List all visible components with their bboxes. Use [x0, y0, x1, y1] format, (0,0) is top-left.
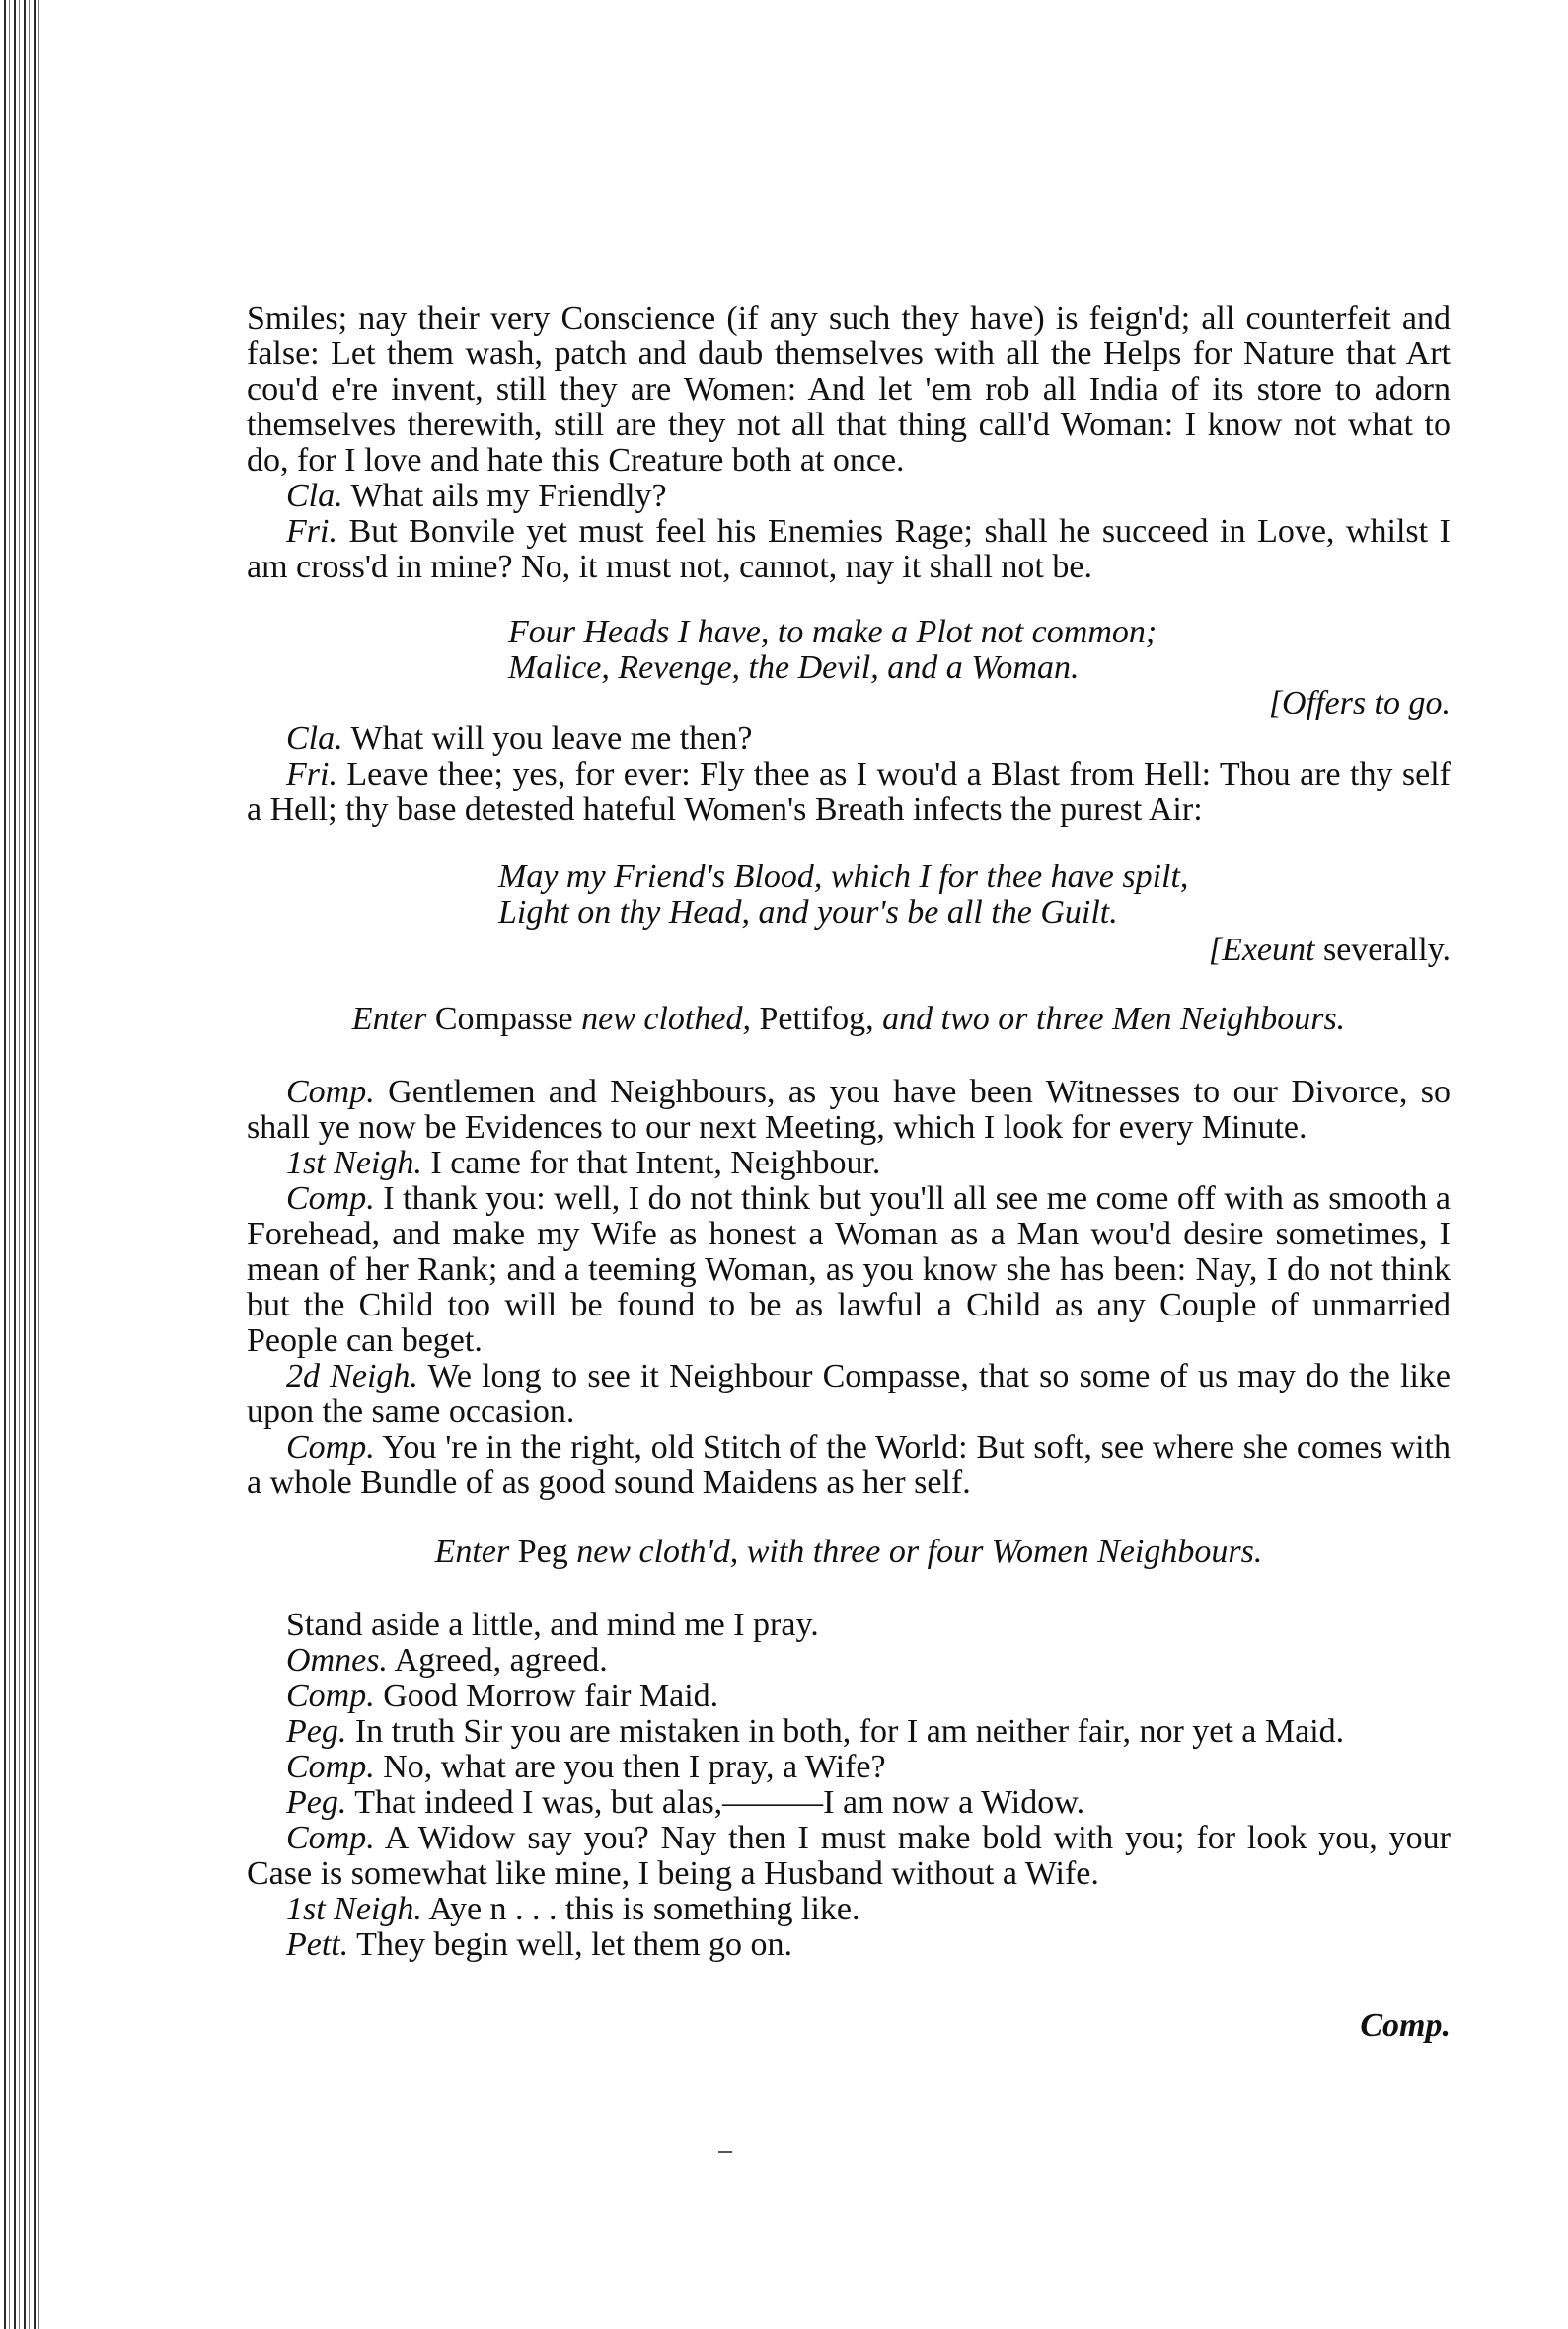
speech: Comp. No, what are you then I pray, a Wife? — [286, 1749, 886, 1785]
dialogue-section-1 — [247, 1075, 1451, 1501]
verse-couplet-2 — [247, 860, 1451, 931]
verse-couplet-1 — [247, 615, 1451, 686]
speech-text: What ails my Friendly? — [342, 478, 667, 514]
exeunt-text: severally. — [1314, 932, 1451, 968]
speech-cla — [247, 479, 1451, 514]
speaker-label: Fri. — [286, 756, 337, 792]
speech: 1st Neigh. I came for that Intent, Neighbour. — [286, 1145, 881, 1181]
speech: Peg. In truth Sir you are mistaken in both, for I am neither fair, nor yet a Maid. — [286, 1713, 1345, 1750]
speech: 2d Neigh. We long to see it Neighbour Compasse, that so some of us may do the like upon the same occasion. — [247, 1358, 1451, 1430]
dialogue-section-2 — [247, 1608, 1451, 1963]
speech-fri — [247, 514, 1451, 585]
verse-line: Light on thy Head, and your's be all the Guilt. — [498, 894, 1118, 931]
speech: Omnes. Agreed, agreed. — [286, 1642, 608, 1679]
catchword: Comp. — [1360, 2007, 1451, 2044]
speech: Comp. Gentlemen and Neighbours, as you have been Witnesses to our Divorce, so shall ye now be Evidences to our next Meeting, which I look for every Minute. — [247, 1074, 1451, 1146]
verse-line: Four Heads I have, to make a Plot not common; — [508, 614, 1157, 650]
speech-fri — [247, 757, 1451, 828]
speaker-label: Cla. — [286, 720, 343, 757]
stage-direction-exeunt — [247, 933, 1451, 968]
speech-cla — [247, 721, 1451, 757]
speech: Comp. Good Morrow fair Maid. — [286, 1678, 719, 1714]
speech: Comp. I thank you: well, I do not think but you'll all see me come off with as smooth a Forehead, and make my Wife as honest a Woman as a Man wou'd desire sometimes, I mean of her Rank; and a teeming Woman, as you know she has been: Nay, I do not think but the Child too will be found to be as lawful a Child as any Couple of unmarried People can beget. — [247, 1180, 1451, 1359]
speech: Pett. They begin well, let them go on. — [286, 1926, 793, 1963]
book-spine-edge — [0, 0, 39, 2329]
speaker-label: Fri. — [286, 513, 337, 550]
speaker-label: Cla. — [286, 478, 343, 514]
speech: Peg. That indeed I was, but alas,———I am now a Widow. — [286, 1784, 1085, 1821]
speech: 1st Neigh. Aye n . . . this is something like. — [286, 1891, 860, 1927]
verse-line: Malice, Revenge, the Devil, and a Woman. — [508, 649, 1080, 686]
stage-direction-offers: [Offers to go. — [1268, 685, 1451, 721]
speech: Comp. You 're in the right, old Stitch of the World: But soft, see where she comes with a whole Bundle of as good sound Maidens as her self. — [247, 1429, 1451, 1501]
entrance-peg: Enter Peg new cloth'd, with three or four Women Neighbours. — [434, 1534, 1263, 1570]
speech-text: But Bonvile yet must feel his Enemies Rage; shall he succeed in Love, whilst I am cross'd in mine? No, it must not, cannot, nay it shall not be. — [247, 513, 1451, 585]
entrance-compasse: Enter Compasse new clothed, Pettifog, and two or three Men Neighbours. — [351, 1001, 1346, 1037]
speech: Stand aside a little, and mind me I pray. — [286, 1607, 819, 1643]
page-mark — [718, 2151, 732, 2153]
exeunt-label: [Exeunt — [1208, 932, 1315, 968]
page-text — [247, 301, 1451, 2044]
speech-text: What will you leave me then? — [342, 720, 753, 757]
speech-continuation: Smiles; nay their very Conscience (if any such they have) is feign'd; all counterfeit and false: Let them wash, patch and daub themselves with all the Helps for Nature that Art cou'd e're invent, still they are Women: And let 'em rob all India of its store to adorn themselves therewith, still are they not all that thing call'd Woman: I know not what to do, for I love and hate this Creature both at once. — [247, 300, 1451, 479]
speech-text: Leave thee; yes, for ever: Fly thee as I wou'd a Blast from Hell: Thou are thy self a Hell; thy base detested hateful Women's Breath infects the purest Air: — [247, 756, 1451, 828]
verse-line: May my Friend's Blood, which I for thee have spilt, — [498, 859, 1189, 895]
speech: Comp. A Widow say you? Nay then I must make bold with you; for look you, your Case is somewhat like mine, I being a Husband without a Wife. — [247, 1820, 1451, 1892]
